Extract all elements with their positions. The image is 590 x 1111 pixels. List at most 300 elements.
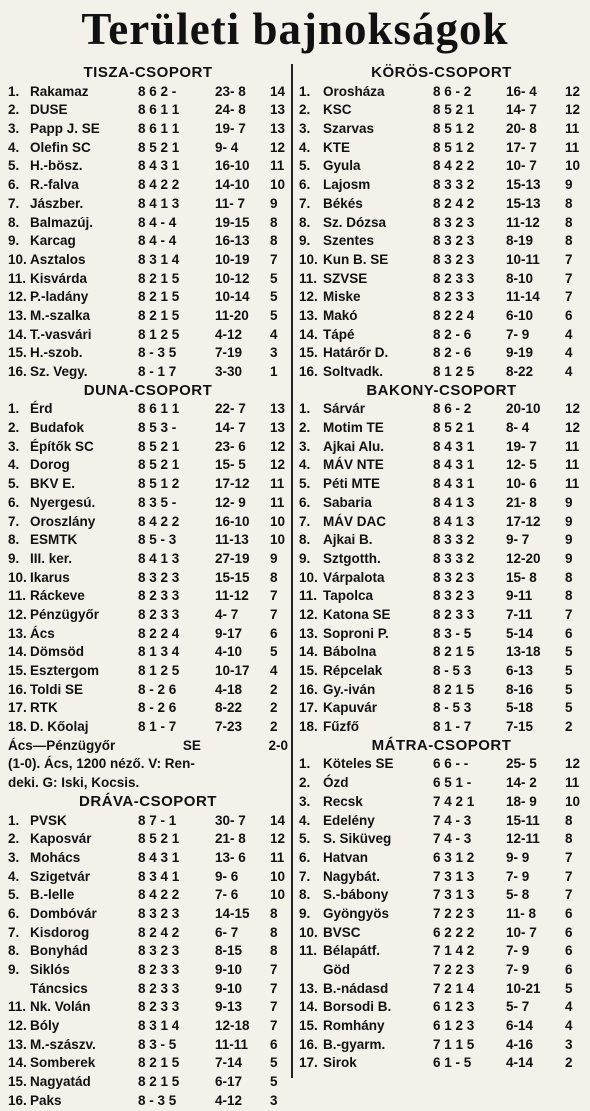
goal-ratio: 6-13	[506, 663, 534, 678]
group-header: KÖRÖS-CSOPORT	[371, 64, 512, 81]
points: 4	[565, 1018, 573, 1034]
standings-row	[8, 400, 288, 419]
points: 1	[270, 364, 278, 379]
points: 13	[270, 401, 286, 417]
rank: 11.	[299, 588, 318, 604]
group-header: TISZA-CSOPORT	[83, 64, 213, 81]
rank: 15.	[299, 663, 318, 678]
rank: 7.	[299, 868, 311, 884]
team-name: Tapolca	[323, 588, 374, 604]
standings-row	[299, 400, 584, 419]
match-stats: 8 2 1 5	[138, 270, 180, 286]
team-name: Dömsöd	[30, 644, 84, 660]
rank: 15.	[299, 1018, 318, 1034]
goal-ratio: 14-15	[215, 905, 250, 921]
goal-ratio: 17-12	[506, 513, 541, 529]
rank: 5.	[8, 887, 20, 903]
goal-ratio: 4-18	[215, 681, 243, 697]
standings-row	[299, 980, 584, 999]
rank: 3.	[8, 438, 20, 454]
team-name: Motim TE	[323, 420, 384, 436]
standings-row	[8, 232, 288, 251]
goal-ratio: 15-11	[506, 812, 540, 828]
rank: 10.	[8, 569, 27, 585]
goal-ratio: 20-10	[506, 401, 541, 417]
goal-ratio: 22- 7	[215, 401, 246, 417]
team-name: Köteles SE	[323, 756, 394, 772]
rank: 10.	[8, 251, 27, 267]
standings-row	[299, 83, 584, 102]
rank: 2.	[299, 102, 311, 118]
match-stats: 6 2 2 2	[433, 924, 475, 940]
match-report-text: deki. G: Iski, Kocsis.	[8, 775, 140, 791]
team-name: Esztergom	[30, 663, 100, 678]
match-stats: 8 2 1 5	[433, 644, 475, 660]
points: 7	[565, 606, 573, 622]
match-stats: 8 2 - 6	[433, 345, 472, 361]
team-name: M.-szalka	[30, 307, 91, 323]
goal-ratio: 11-12	[215, 588, 249, 604]
points: 11	[565, 121, 580, 137]
rank: 9.	[8, 962, 20, 978]
team-name: Soltvadk.	[323, 364, 384, 379]
goal-ratio: 9- 4	[215, 139, 239, 155]
rank: 18.	[8, 719, 27, 735]
goal-ratio: 10-17	[215, 663, 250, 678]
goal-ratio: 11-11	[215, 1036, 249, 1052]
match-stats: 8 3 3 2	[433, 177, 475, 193]
match-stats: 8 4 3 1	[138, 158, 180, 174]
goal-ratio: 30- 7	[215, 812, 246, 828]
standings-row	[8, 699, 288, 718]
team-name: B.-gyarm.	[323, 1036, 386, 1052]
standings-row	[299, 531, 584, 550]
points: 2	[565, 1055, 573, 1071]
match-stats: 8 3 2 3	[138, 905, 180, 921]
match-stats: 8 2 4 2	[138, 924, 180, 940]
standings-row	[299, 886, 584, 905]
team-name: Kun B. SE	[323, 251, 389, 267]
team-name: Hatvan	[323, 849, 369, 865]
goal-ratio: 7- 9	[506, 943, 530, 959]
team-name: Békés	[323, 195, 363, 211]
goal-ratio: 15- 8	[506, 569, 537, 585]
team-name: Sirok	[323, 1055, 357, 1071]
points: 9	[270, 195, 278, 211]
goal-ratio: 8-22	[506, 364, 534, 379]
team-name: KTE	[323, 139, 350, 155]
goal-ratio: 10-12	[215, 270, 250, 286]
match-stats: 8 - 3 5	[138, 345, 177, 361]
match-stats: 6 5 1 -	[433, 775, 472, 791]
points: 14	[270, 83, 286, 99]
team-name: Oroszlány	[30, 513, 96, 529]
standings-row	[8, 812, 288, 831]
rank: 8.	[8, 532, 20, 548]
standings-row	[299, 606, 584, 625]
match-stats: 8 4 1 3	[433, 494, 475, 510]
standings-row	[299, 755, 584, 774]
match-stats: 6 1 2 3	[433, 999, 475, 1015]
goal-ratio: 4-14	[506, 1055, 534, 1071]
standings-row	[8, 270, 288, 289]
match-stats: 8 2 2 4	[138, 625, 180, 641]
standings-row	[8, 363, 288, 382]
goal-ratio: 12-18	[215, 1018, 250, 1034]
rank: 15.	[299, 345, 318, 361]
team-name: Sabaria	[323, 494, 372, 510]
standings-row	[299, 942, 584, 961]
points: 8	[565, 831, 573, 847]
goal-ratio: 9-10	[215, 980, 243, 996]
team-name: Kisdorog	[30, 924, 90, 940]
team-name: Soproni P.	[323, 625, 389, 641]
team-name: Répcelak	[323, 663, 383, 678]
standings-row	[299, 494, 584, 513]
points: 9	[270, 550, 278, 566]
goal-ratio: 6-14	[506, 1018, 534, 1034]
goal-ratio: 6- 7	[215, 924, 239, 940]
points: 8	[565, 195, 573, 211]
rank: 1.	[299, 756, 311, 772]
rank: 4.	[299, 812, 311, 828]
points: 7	[270, 606, 278, 622]
standings-row	[299, 774, 584, 793]
standings-row	[8, 139, 288, 158]
match-stats: 8 5 2 1	[433, 102, 475, 118]
rank: 4.	[8, 457, 20, 473]
rank: 14.	[8, 1055, 27, 1071]
goal-ratio: 10- 6	[506, 476, 537, 492]
standings-row	[8, 868, 288, 887]
rank: 17.	[299, 700, 318, 716]
points: 7	[565, 887, 573, 903]
team-name: Budafok	[30, 420, 84, 436]
goal-ratio: 9-11	[506, 588, 533, 604]
goal-ratio: 8-10	[506, 270, 534, 286]
rank: 2.	[8, 831, 20, 847]
match-stats: 8 3 3 2	[433, 532, 475, 548]
team-name: Ács	[30, 625, 55, 641]
points: 11	[270, 849, 285, 865]
team-name: Makó	[323, 307, 358, 323]
team-name: Nk. Volán	[30, 999, 91, 1015]
standings-row	[299, 1036, 584, 1055]
standings-row	[299, 625, 584, 644]
match-stats: 8 5 2 1	[138, 139, 180, 155]
standings-row	[8, 307, 288, 326]
team-name: Siklós	[30, 962, 70, 978]
match-report-part: SE	[182, 737, 201, 753]
match-stats: 6 1 2 3	[433, 1018, 475, 1034]
standings-row	[299, 363, 584, 382]
match-stats: 8 5 2 1	[138, 457, 180, 473]
goal-ratio: 11-13	[215, 532, 249, 548]
standings-row	[299, 998, 584, 1017]
match-stats: 8 5 1 2	[433, 121, 475, 137]
rank: 17.	[299, 1055, 318, 1071]
match-stats: 8 4 2 2	[138, 177, 180, 193]
team-name: ESMTK	[30, 532, 78, 548]
standings-row	[299, 830, 584, 849]
rank: 14.	[299, 326, 318, 342]
team-name: Gy.-iván	[323, 681, 376, 697]
points: 3	[270, 1092, 278, 1108]
team-name: Táncsics	[30, 980, 88, 996]
standings-row	[299, 1054, 584, 1073]
rank: 14.	[299, 644, 318, 660]
goal-ratio: 14-10	[215, 177, 250, 193]
points: 9	[565, 532, 573, 548]
rank: 4.	[8, 139, 20, 155]
goal-ratio: 4-16	[506, 1036, 534, 1052]
goal-ratio: 4- 7	[215, 606, 239, 622]
match-stats: 8 4 - 4	[138, 233, 177, 249]
goal-ratio: 27-19	[215, 550, 250, 566]
points: 11	[565, 139, 580, 155]
standings-row	[8, 326, 288, 345]
standings-row	[8, 550, 288, 569]
points: 11	[565, 476, 580, 492]
team-name: MÁV DAC	[323, 513, 386, 529]
points: 3	[270, 345, 278, 361]
points: 10	[270, 868, 286, 884]
team-name: Nyergesú.	[30, 494, 96, 510]
rank: 16.	[8, 1092, 27, 1108]
points: 7	[565, 289, 573, 305]
standings-row	[8, 1036, 288, 1055]
goal-ratio: 23- 8	[215, 83, 246, 99]
standings-row	[299, 288, 584, 307]
points: 11	[565, 457, 580, 473]
points: 6	[565, 962, 573, 977]
points: 5	[565, 663, 573, 678]
match-stats: 8 2 3 3	[138, 588, 180, 604]
team-name: Ajkai B.	[323, 532, 373, 548]
goal-ratio: 16- 4	[506, 83, 537, 99]
match-stats: 8 1 - 7	[433, 719, 472, 735]
standings-row	[299, 643, 584, 662]
rank: 9.	[299, 550, 311, 566]
goal-ratio: 8-16	[506, 681, 534, 697]
standings-row	[299, 232, 584, 251]
match-stats: 8 3 4 1	[138, 868, 180, 884]
match-stats: 8 2 3 3	[433, 606, 475, 622]
rank: 10.	[299, 569, 318, 585]
points: 8	[270, 214, 278, 230]
match-stats: 8 4 2 2	[138, 513, 180, 529]
points: 13	[270, 121, 286, 137]
points: 6	[565, 905, 573, 921]
rank: 9.	[299, 905, 311, 921]
rank: 6.	[299, 849, 311, 865]
rank: 1.	[299, 401, 311, 417]
rank: 8.	[299, 214, 311, 230]
standings-row	[299, 550, 584, 569]
points: 7	[565, 849, 573, 865]
goal-ratio: 7- 9	[506, 962, 530, 977]
goal-ratio: 15-15	[215, 569, 250, 585]
standings-row	[299, 812, 584, 831]
goal-ratio: 8-15	[215, 943, 243, 959]
goal-ratio: 9-10	[215, 962, 243, 978]
match-stats: 8 4 2 2	[433, 158, 475, 174]
goal-ratio: 5-18	[506, 700, 534, 716]
points: 2	[270, 719, 278, 735]
rank: 7.	[299, 513, 311, 529]
points: 5	[270, 289, 278, 305]
rank: 6.	[8, 905, 20, 921]
rank: 13.	[299, 980, 318, 996]
points: 6	[270, 1036, 278, 1052]
rank: 14.	[299, 999, 318, 1015]
standings-row	[8, 681, 288, 700]
match-stats: 8 2 3 3	[433, 289, 475, 305]
points: 9	[565, 550, 573, 566]
match-stats: 8 6 1 1	[138, 401, 180, 417]
rank: 4.	[299, 139, 311, 155]
points: 5	[565, 681, 573, 697]
rank: 2.	[299, 420, 311, 436]
team-name: Orosháza	[323, 83, 385, 99]
standings-row	[8, 475, 288, 494]
match-stats: 8 5 2 1	[138, 831, 180, 847]
points: 8	[565, 569, 573, 585]
standings-row	[8, 1092, 288, 1111]
match-report-part: 2-0	[268, 737, 288, 753]
team-name: Ikarus	[30, 569, 70, 585]
goal-ratio: 10-11	[506, 251, 540, 267]
standings-row	[299, 587, 584, 606]
standings-row	[299, 849, 584, 868]
team-name: RTK	[30, 700, 58, 716]
match-stats: 7 2 1 4	[433, 980, 475, 996]
match-report-part: Ács—Pénzügyőr	[8, 737, 116, 753]
team-name: H.-szob.	[30, 345, 83, 361]
group-header: DRÁVA-CSOPORT	[79, 792, 217, 810]
page-title: Területi bajnokságok	[81, 4, 509, 54]
rank: 4.	[8, 868, 20, 884]
goal-ratio: 4-10	[215, 644, 243, 660]
standings-row	[299, 961, 584, 980]
rank: 16.	[8, 364, 27, 379]
points: 12	[565, 83, 581, 99]
points: 6	[565, 307, 573, 323]
rank: 3.	[8, 849, 20, 865]
rank: 7.	[8, 924, 20, 940]
team-name: S. Siküveg	[323, 831, 392, 847]
team-name: Ózd	[323, 775, 349, 791]
points: 5	[565, 980, 573, 996]
goal-ratio: 4-12	[215, 1092, 243, 1108]
points: 11	[270, 494, 285, 510]
goal-ratio: 13- 6	[215, 849, 246, 865]
rank: 8.	[8, 214, 20, 230]
rank: 2.	[299, 775, 311, 791]
rank: 2.	[8, 102, 20, 118]
match-stats: 8 5 2 1	[433, 420, 475, 436]
rank: 15.	[8, 1074, 27, 1090]
rank: 18.	[299, 719, 318, 735]
standings-row	[299, 924, 584, 943]
standings-row	[299, 662, 584, 681]
points: 7	[565, 868, 573, 884]
standings-row	[8, 1054, 288, 1073]
match-stats: 8 3 1 4	[138, 251, 180, 267]
rank: 2.	[8, 420, 20, 436]
points: 12	[565, 401, 581, 417]
team-name: III. ker.	[30, 550, 73, 566]
team-name: Fűzfő	[323, 719, 359, 735]
standings-row	[8, 625, 288, 644]
standings-row	[8, 344, 288, 363]
standings-row	[299, 1017, 584, 1036]
left-column	[8, 64, 288, 1111]
team-name: Szigetvár	[30, 868, 91, 884]
rank: 1.	[8, 83, 20, 99]
team-name: Szentes	[323, 233, 375, 249]
match-stats: 8 3 2 3	[433, 569, 475, 585]
match-stats: 8 - 5 3	[433, 663, 472, 678]
standings-row	[8, 942, 288, 961]
points: 5	[565, 644, 573, 660]
match-stats: 7 2 2 3	[433, 905, 475, 921]
match-stats: 8 5 2 1	[138, 438, 180, 454]
match-stats: 8 6 1 1	[138, 102, 180, 118]
team-name: Miske	[323, 289, 361, 305]
team-name: Pénzügyőr	[30, 606, 100, 622]
match-stats: 8 7 - 1	[138, 812, 177, 828]
goal-ratio: 3-30	[215, 364, 243, 379]
points: 6	[565, 924, 573, 940]
match-stats: 8 4 2 2	[138, 887, 180, 903]
team-name: Nagybát.	[323, 868, 381, 884]
standings-row	[8, 494, 288, 513]
team-name: Borsodi B.	[323, 999, 392, 1015]
standings-row	[8, 157, 288, 176]
team-name: BKV E.	[30, 476, 76, 492]
goal-ratio: 16-13	[215, 233, 250, 249]
standings-row	[8, 980, 288, 999]
match-stats: 8 1 2 5	[138, 663, 180, 678]
points: 8	[565, 812, 573, 828]
match-stats: 8 4 3 1	[433, 438, 475, 454]
team-name: Sz. Dózsa	[323, 214, 387, 230]
team-name: Göd	[323, 962, 350, 977]
match-stats: 6 3 1 2	[433, 849, 475, 865]
goal-ratio: 11-20	[215, 307, 249, 323]
team-name: Ráckeve	[30, 588, 85, 604]
match-stats: 7 2 2 3	[433, 962, 475, 977]
goal-ratio: 8-22	[215, 700, 243, 716]
match-stats: 8 1 2 5	[433, 364, 475, 379]
standings-row	[8, 998, 288, 1017]
goal-ratio: 15-13	[506, 195, 541, 211]
goal-ratio: 8-19	[506, 233, 534, 249]
match-stats: 8 3 3 2	[433, 550, 475, 566]
goal-ratio: 7-14	[215, 1055, 243, 1071]
team-name: SZVSE	[323, 270, 368, 286]
points: 12	[270, 139, 286, 155]
rank: 5.	[8, 158, 20, 174]
match-stats: 8 1 3 4	[138, 644, 180, 660]
standings-row	[8, 438, 288, 457]
points: 4	[565, 999, 573, 1015]
standings-row	[299, 868, 584, 887]
standings-row	[8, 513, 288, 532]
team-name: Várpalota	[323, 569, 385, 585]
standings-row	[8, 176, 288, 195]
